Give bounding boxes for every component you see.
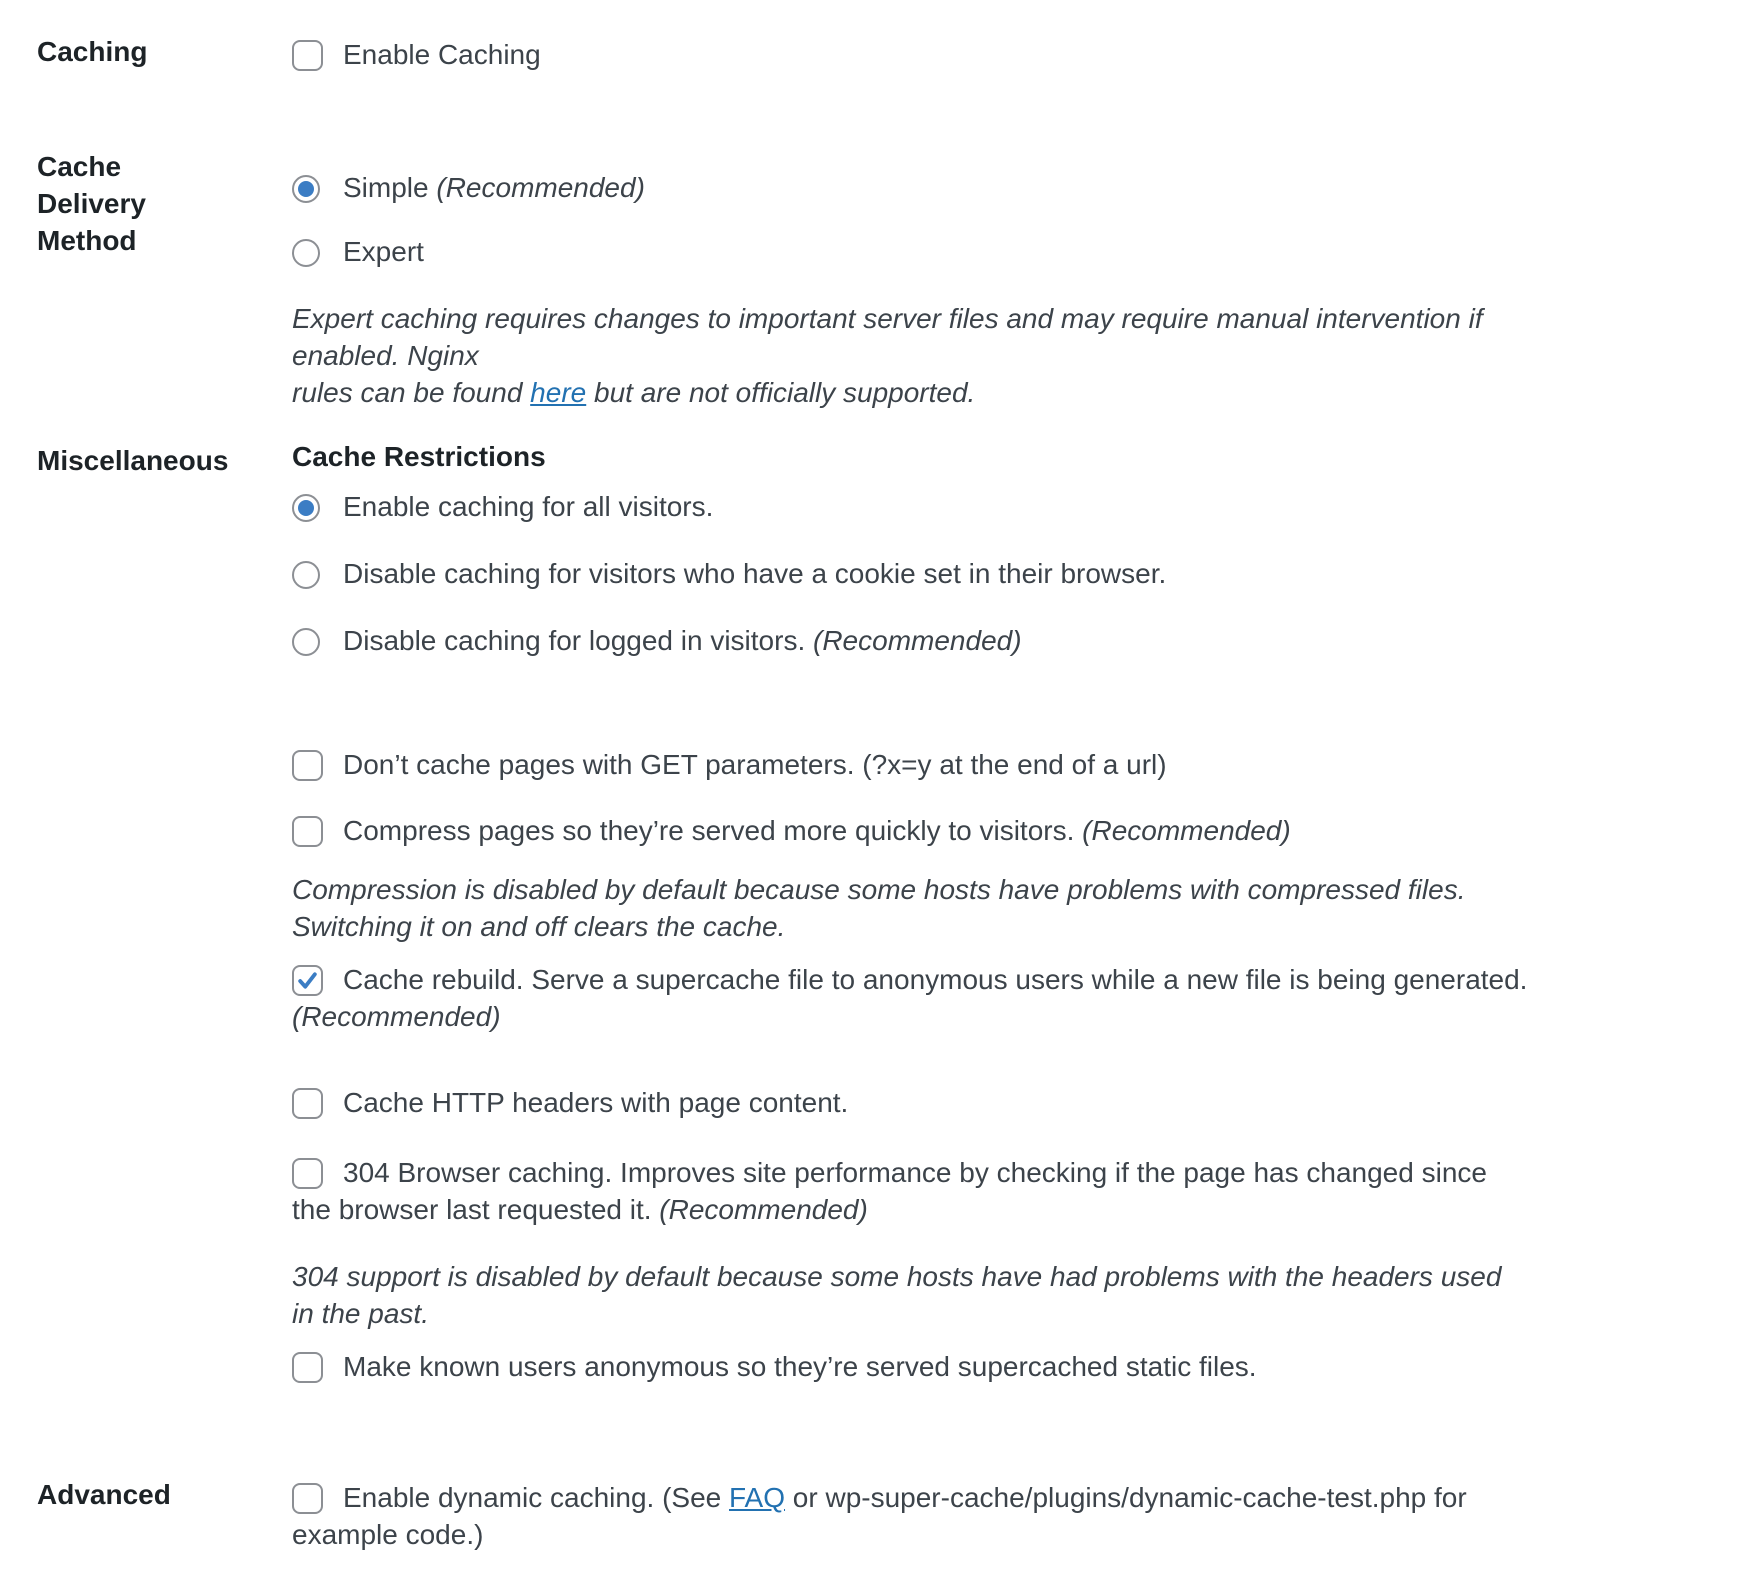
anonymous-users-checkbox[interactable] (292, 1352, 323, 1383)
delivery-expert-row[interactable] (292, 233, 1554, 270)
checkmark-icon (294, 967, 321, 994)
restriction-cookie-row[interactable] (292, 555, 1554, 592)
anonymous-users-label: Make known users anonymous so they’re served supercached static files. (343, 1351, 1257, 1382)
delivery-simple-row[interactable] (292, 169, 1554, 206)
get-parameters-checkbox[interactable] (292, 750, 323, 781)
miscellaneous-section-label: Miscellaneous (37, 445, 229, 476)
caching-section-label: Caching (37, 36, 148, 67)
restriction-all-label: Enable caching for all visitors. (343, 491, 714, 522)
browser-caching-304-row[interactable] (292, 1154, 1487, 1228)
cache-delivery-method-section-label: Cache Delivery Method (37, 151, 146, 256)
restriction-logged-in-row[interactable] (292, 622, 1554, 659)
support-304-note-line1: 304 support is disabled by default because some hosts have had problems with the headers used (292, 1261, 1502, 1292)
enable-caching-row[interactable] (292, 36, 1554, 73)
browser-caching-304-checkbox[interactable] (292, 1158, 323, 1189)
dynamic-caching-label-pre: Enable dynamic caching. (See (343, 1482, 729, 1513)
support-304-note (292, 1258, 1592, 1332)
compression-note (292, 871, 1554, 945)
cache-http-headers-checkbox[interactable] (292, 1088, 323, 1119)
restriction-logged-in-recommended: (Recommended) (813, 625, 1022, 656)
get-parameters-row[interactable] (292, 746, 1554, 783)
browser-caching-304-label-line1: 304 Browser caching. Improves site performance by checking if the page has changed since (343, 1157, 1487, 1188)
dynamic-caching-label-line2: example code.) (292, 1519, 484, 1550)
cache-rebuild-recommended: (Recommended) (292, 1001, 501, 1032)
browser-caching-304-label-line2: the browser last requested it. (Recommended) (292, 1194, 868, 1225)
dynamic-caching-checkbox[interactable] (292, 1483, 323, 1514)
cache-http-headers-label: Cache HTTP headers with page content. (343, 1087, 849, 1118)
advanced-section-label: Advanced (37, 1479, 171, 1510)
restriction-cookie-label: Disable caching for visitors who have a cookie set in their browser. (343, 558, 1167, 589)
expert-note-line2: rules can be found here but are not officially supported. (292, 377, 976, 408)
compress-pages-row[interactable] (292, 812, 1554, 849)
restriction-cookie-radio[interactable] (292, 561, 320, 589)
compress-pages-label: Compress pages so they’re served more quickly to visitors. (343, 815, 1083, 846)
radio-selected-dot-icon (298, 181, 314, 197)
cache-http-headers-row[interactable] (292, 1084, 1554, 1121)
restriction-all-radio[interactable] (292, 494, 320, 522)
compression-note-line1: Compression is disabled by default because some hosts have problems with compressed files. (292, 874, 1466, 905)
restriction-all-row[interactable] (292, 488, 1554, 525)
delivery-simple-radio[interactable] (292, 175, 320, 203)
expert-note-line1: Expert caching requires changes to important server files and may require manual intervention if enabled. Nginx (292, 303, 1483, 371)
support-304-note-line2: in the past. (292, 1298, 429, 1329)
nginx-rules-here-link[interactable]: here (530, 377, 587, 408)
enable-caching-checkbox[interactable] (292, 40, 323, 71)
faq-link[interactable]: FAQ (729, 1482, 786, 1513)
enable-caching-label: Enable Caching (343, 39, 541, 70)
restriction-logged-in-radio[interactable] (292, 628, 320, 656)
get-parameters-label: Don’t cache pages with GET parameters. (?x=y at the end of a url) (343, 749, 1167, 780)
cache-rebuild-checkbox[interactable] (292, 965, 323, 996)
browser-caching-304-recommended: (Recommended) (659, 1194, 868, 1225)
delivery-simple-label: Simple (343, 172, 429, 203)
delivery-simple-recommended: (Recommended) (436, 172, 645, 203)
delivery-expert-label: Expert (343, 236, 424, 267)
compress-pages-checkbox[interactable] (292, 816, 323, 847)
compression-note-line2: Switching it on and off clears the cache. (292, 911, 786, 942)
cache-restrictions-heading: Cache Restrictions (292, 441, 546, 472)
restriction-logged-in-label: Disable caching for logged in visitors. (343, 625, 814, 656)
dynamic-caching-label-post: or wp-super-cache/plugins/dynamic-cache-test.php for (785, 1482, 1467, 1513)
cache-rebuild-label: Cache rebuild. Serve a supercache file to anonymous users while a new file is being generated. (343, 964, 1528, 995)
delivery-expert-radio[interactable] (292, 239, 320, 267)
anonymous-users-row[interactable] (292, 1348, 1554, 1385)
expert-caching-note (292, 300, 1554, 411)
radio-selected-dot-icon (298, 500, 314, 516)
compress-pages-recommended: (Recommended) (1082, 815, 1291, 846)
cache-rebuild-row[interactable] (292, 961, 1554, 1035)
dynamic-caching-row[interactable] (292, 1479, 1554, 1553)
